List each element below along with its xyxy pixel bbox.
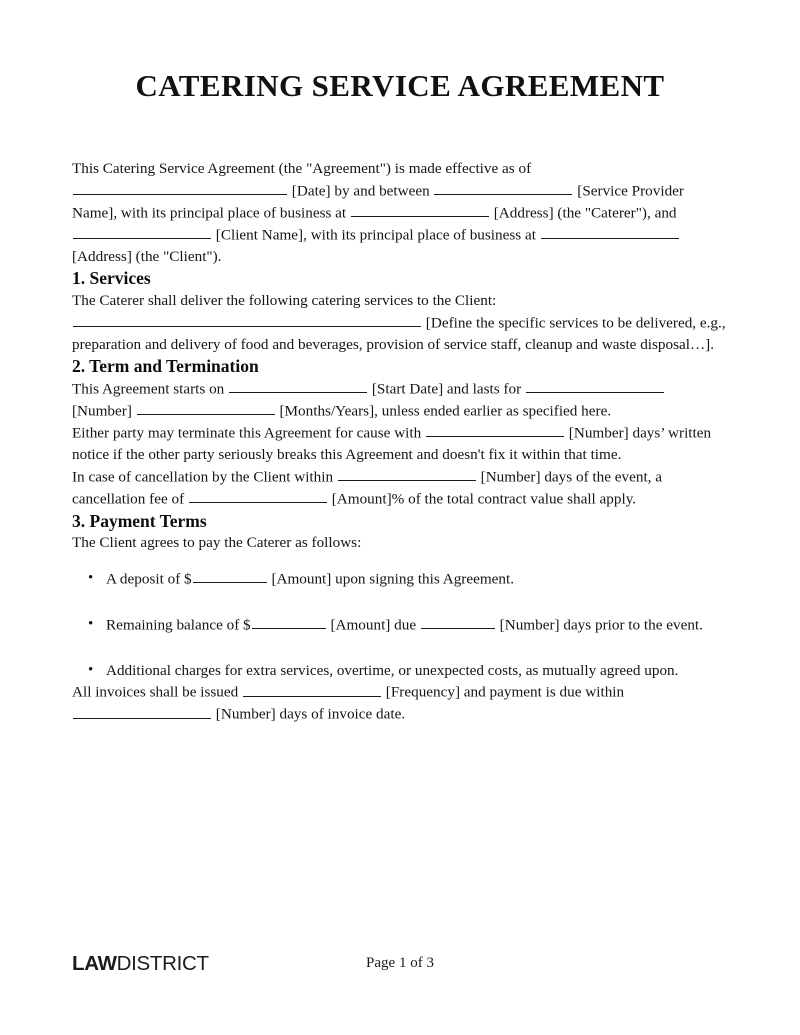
intro-text-1: This Catering Service Agreement (the "Agreement") is made effective as of: [72, 160, 532, 177]
bullet-icon: •: [88, 569, 94, 586]
services-text-1: The Caterer shall deliver the following catering services to the Client:: [72, 291, 497, 309]
payment-lead-paragraph: The Client agrees to pay the Caterer as follows:: [72, 534, 362, 552]
intro-text-3: [Service Provider Name], with its principal place of business at: [72, 182, 684, 222]
intro-text-5: [Client Name], with its principal place of business at: [212, 226, 540, 244]
page-title: CATERING SERVICE AGREEMENT: [135, 68, 665, 103]
section-heading-payment-terms: 3. Payment Terms: [72, 510, 207, 531]
bullet-2-text-a: Remaining balance of $: [106, 616, 251, 634]
term-text-2: [Start Date] and lasts for: [368, 380, 525, 398]
blank-term-number[interactable]: [526, 378, 664, 393]
term-text-4: [Months/Years], unless ended earlier as specified here.: [275, 402, 612, 420]
list-item: [72, 660, 728, 682]
bullet-icon: •: [88, 615, 94, 632]
invoice-text-1: All invoices shall be issued: [72, 683, 242, 701]
invoice-text-2: [Frequency] and payment is due within: [382, 683, 625, 701]
termination-paragraph: [72, 422, 728, 466]
term-text-1: This Agreement starts on: [72, 380, 229, 398]
intro-text-6: [Address] (the "Client").: [72, 247, 222, 265]
blank-client-address[interactable]: [541, 224, 679, 239]
cancellation-text-1: In case of cancellation by the Client within: [72, 467, 337, 485]
termination-text-1: Either party may terminate this Agreement for cause with: [72, 424, 425, 442]
intro-paragraph: [72, 158, 728, 267]
bullet-icon: •: [88, 661, 94, 678]
blank-service-provider-name[interactable]: [434, 180, 572, 195]
bullet-1-text-b: [Amount] upon signing this Agreement.: [267, 570, 514, 588]
intro-text-4: [Address] (the "Caterer"), and: [489, 204, 677, 222]
intro-text-2: [Date] by and between: [288, 182, 434, 200]
blank-invoice-frequency[interactable]: [243, 681, 381, 696]
blank-notice-days[interactable]: [426, 422, 564, 437]
blank-caterer-address[interactable]: [351, 202, 489, 217]
document-body: [72, 158, 728, 726]
blank-cancellation-days[interactable]: [338, 466, 476, 481]
cancellation-text-2: [Number] days of the event, a cancellation fee of: [72, 467, 662, 507]
section-heading-services: 1. Services: [72, 268, 151, 289]
list-item: [72, 614, 728, 636]
termination-text-2: [Number] days’ written notice if the other party seriously breaks this Agreement and doesn't fix it within that time.: [72, 424, 712, 463]
invoice-paragraph: [72, 681, 728, 725]
section-heading-term-termination: 2. Term and Termination: [72, 356, 259, 377]
cancellation-paragraph: [72, 466, 728, 510]
blank-term-unit[interactable]: [137, 400, 275, 415]
blank-services-description[interactable]: [73, 312, 421, 327]
term-paragraph: [72, 378, 728, 422]
invoice-text-3: [Number] days of invoice date.: [212, 705, 406, 723]
list-item: [72, 568, 728, 590]
logo-law-text: LAW: [72, 952, 117, 975]
blank-deposit-amount[interactable]: [193, 568, 267, 583]
services-text-2: [Define the specific services to be delivered, e.g., preparation and delivery of food and beverages, provision of service staff, cleanup and waste disposal…].: [72, 313, 726, 353]
blank-invoice-due-days[interactable]: [73, 703, 211, 718]
services-paragraph: [72, 290, 728, 355]
page-number: Page 1 of 3: [366, 955, 434, 971]
logo-district-text: DISTRICT: [116, 952, 209, 975]
blank-start-date[interactable]: [229, 378, 367, 393]
blank-cancellation-fee[interactable]: [189, 488, 327, 503]
blank-client-name[interactable]: [73, 224, 211, 239]
bullet-1-text-a: A deposit of $: [106, 570, 192, 588]
blank-balance-amount[interactable]: [252, 614, 326, 629]
blank-effective-date[interactable]: [73, 180, 287, 195]
bullet-2-text-b: [Amount] due: [326, 616, 420, 634]
blank-balance-days[interactable]: [421, 614, 495, 629]
bullet-2-text-c: [Number] days prior to the event.: [495, 616, 703, 634]
cancellation-text-3: [Amount]% of the total contract value shall apply.: [327, 489, 637, 507]
term-text-3: [Number]: [72, 402, 136, 420]
payment-bullet-list: [72, 568, 728, 682]
bullet-3-text-a: Additional charges for extra services, overtime, or unexpected costs, as mutually agreed upon.: [106, 661, 679, 679]
page-footer: [0, 952, 800, 992]
